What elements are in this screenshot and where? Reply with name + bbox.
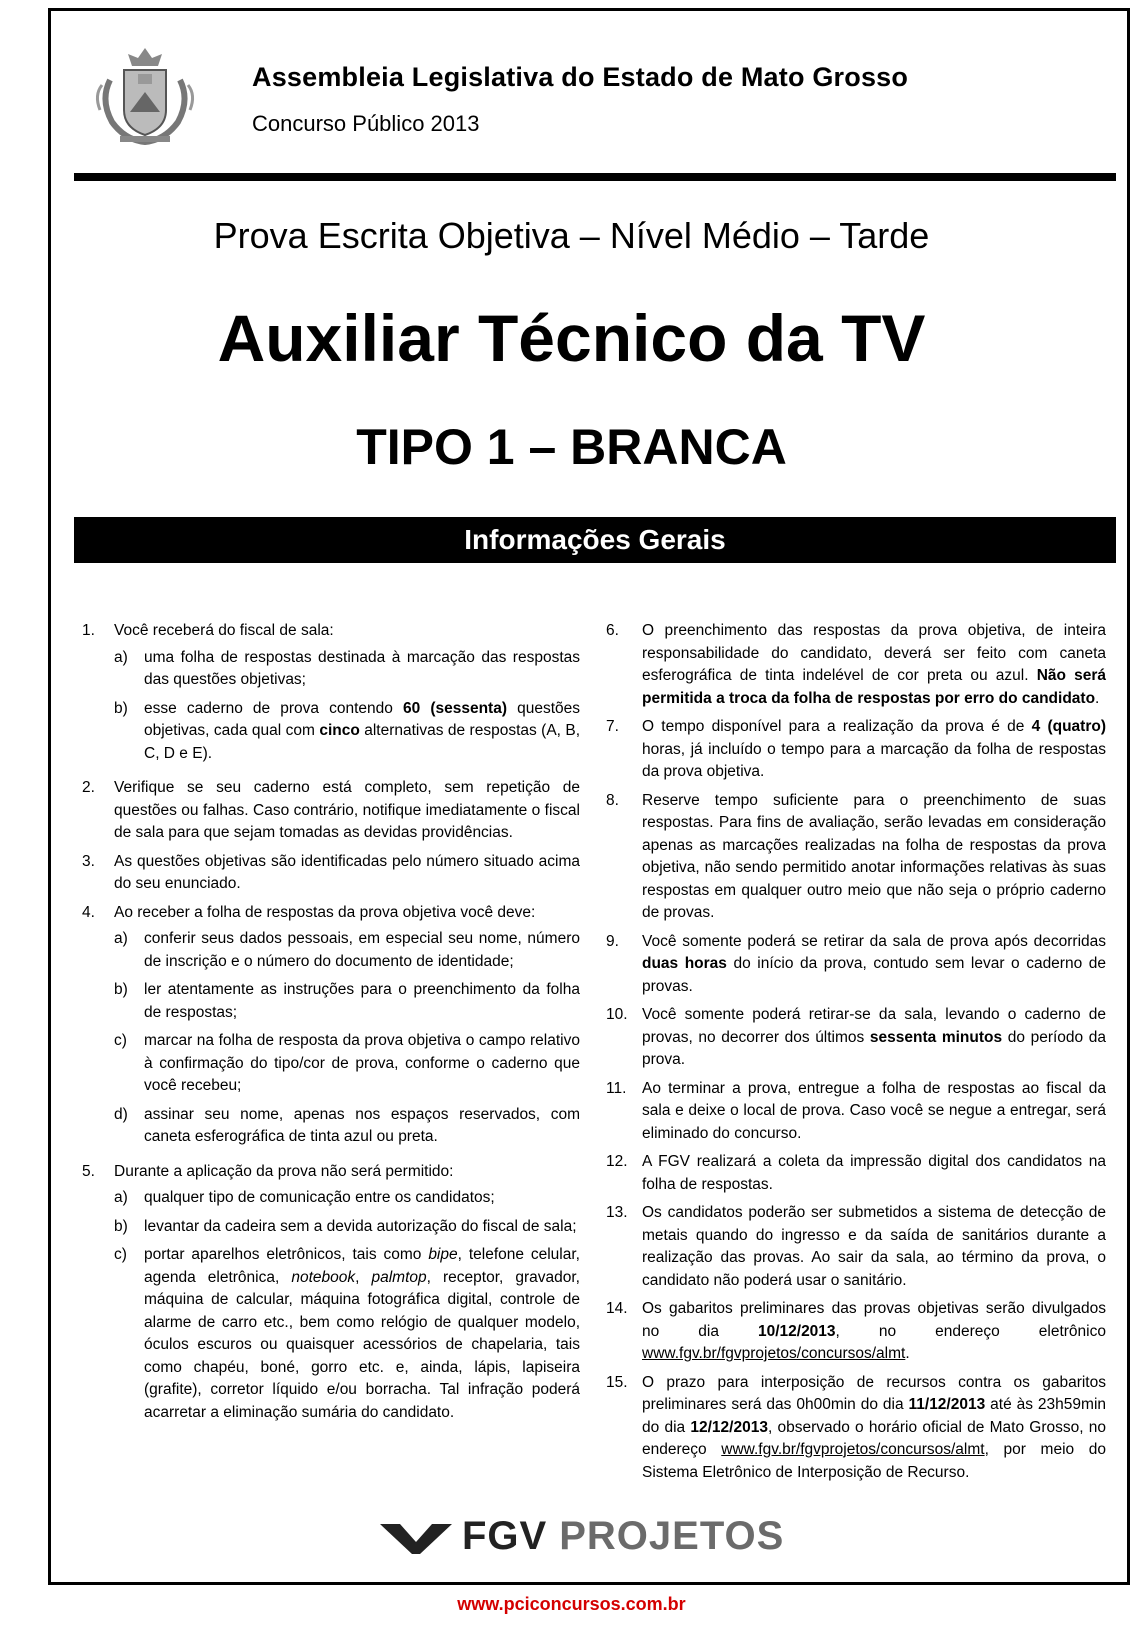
instruction-item xyxy=(606,790,1106,925)
sub-text: uma folha de respostas destinada à marcação das respostas das questões objetivas; xyxy=(144,648,580,688)
item-text: Os gabaritos preliminares das provas objetivas serão divulgados no dia xyxy=(642,1300,1106,1340)
item-text: do período da prova. xyxy=(642,1028,1106,1068)
sub-text-italic: palmtop xyxy=(371,1268,427,1286)
item-number: 4. xyxy=(82,903,95,921)
instruction-item xyxy=(606,1151,1106,1196)
instruction-item xyxy=(606,1004,1106,1072)
item-number: 3. xyxy=(82,852,95,870)
item-text-bold: sessenta minutos xyxy=(869,1028,1003,1046)
sub-text: ler atentamente as instruções para o preenchimento da folha de respostas; xyxy=(144,981,580,1021)
sub-item xyxy=(114,1187,580,1210)
item-text: até às 23h59min do dia xyxy=(642,1396,1107,1436)
sub-letter: b) xyxy=(114,1217,128,1235)
item-text-bold: duas horas xyxy=(642,955,727,972)
item-number: 6. xyxy=(606,622,619,639)
coat-of-arms-icon xyxy=(90,40,200,150)
item-text: O prazo para interposição de recursos contra os gabaritos preliminares será das 0h00min do dia xyxy=(642,1373,1106,1413)
instruction-item xyxy=(82,777,580,845)
item-text: horas, já incluído o tempo para a marcação da folha de respostas da prova objetiva. xyxy=(642,740,1106,780)
sub-text: , receptor, gravador, máquina de calcular, máquina fotográfica digital, controle de alarme de carro etc., bem como relógio de qualquer modelo, óculos escuros ou quaisquer acessórios de chapelaria, tais como chapéu, boné, gorro etc. e, ainda, lápis, lapiseira (grafite), corretor líquido e/ou borracha. Tal infração poderá acarretar a eliminação sumária do candidato. xyxy=(144,1268,580,1421)
item-text-bold: 10/12/2013 xyxy=(757,1322,836,1340)
sub-text: alternativas de respostas (A, B, C, D e E). xyxy=(144,722,581,762)
sub-letter: a) xyxy=(114,930,128,947)
item-number: 5. xyxy=(82,1162,95,1180)
sub-text: portar aparelhos eletrônicos, tais como xyxy=(144,1246,429,1263)
sub-letter: b) xyxy=(114,699,128,717)
instructions-right-column xyxy=(606,620,1106,1490)
institution-name: Assembleia Legislativa do Estado de Mato Grosso xyxy=(252,62,909,92)
item-number: 11. xyxy=(606,1079,627,1097)
sub-letter: d) xyxy=(114,1105,128,1123)
sub-item xyxy=(114,1030,580,1098)
item-number: 1. xyxy=(82,622,95,639)
sub-text: esse caderno de prova contendo xyxy=(144,699,403,717)
sub-text-italic: notebook xyxy=(291,1268,356,1286)
fgv-chevron-icon xyxy=(380,1518,452,1554)
sub-letter: b) xyxy=(114,981,128,998)
instruction-item xyxy=(606,1298,1106,1366)
item-text: A FGV realizará a coleta da impressão digital dos candidatos na folha de respostas. xyxy=(642,1153,1106,1193)
fgv-projetos-logo xyxy=(380,1510,784,1562)
item-text: O preenchimento das respostas da prova objetiva, de inteira responsabilidade do candidato, deverá ser feito com caneta esferográfica de tinta indelével de cor preta ou azul. xyxy=(642,622,1106,684)
item-number: 14. xyxy=(606,1300,628,1317)
instruction-item xyxy=(606,1372,1106,1485)
sub-text: assinar seu nome, apenas nos espaços reservados, com caneta esferográfica de tinta azul ou preta. xyxy=(144,1105,580,1145)
item-text: Ao receber a folha de respostas da prova objetiva você deve: xyxy=(114,903,536,921)
sub-text: conferir seus dados pessoais, em especial seu nome, número de inscrição e o número do documento de identidade; xyxy=(144,930,580,970)
section-heading: Informações Gerais xyxy=(74,517,1116,563)
item-text: Você receberá do fiscal de sala: xyxy=(114,622,334,639)
item-number: 12. xyxy=(606,1153,628,1170)
item-text: . xyxy=(1095,689,1100,707)
sub-item xyxy=(114,647,580,692)
sub-item xyxy=(114,928,580,973)
sub-text: , telefone celular, agenda eletrônica, xyxy=(144,1246,580,1286)
item-text-bold: Não será permitida a troca da folha de respostas por erro do candidato xyxy=(642,667,1107,707)
item-text: . xyxy=(905,1345,910,1362)
sub-text: levantar da cadeira sem a devida autorização do fiscal de sala; xyxy=(144,1217,577,1235)
sub-item xyxy=(114,1104,580,1149)
sub-item xyxy=(114,698,580,766)
logo-suffix: PROJETOS xyxy=(559,1513,785,1558)
item-number: 8. xyxy=(606,791,619,809)
exam-title: Auxiliar Técnico da TV xyxy=(217,301,926,375)
instruction-item xyxy=(82,851,580,896)
footer-url[interactable]: www.pciconcursos.com.br xyxy=(457,1594,686,1614)
item-text: Verifique se seu caderno está completo, sem repetição de questões ou falhas. Caso contrário, notifique imediatamente o fiscal de sala para que sejam tomadas as devidas providências. xyxy=(114,779,580,841)
item-number: 13. xyxy=(606,1204,628,1221)
exam-type: TIPO 1 – BRANCA xyxy=(356,419,787,475)
instruction-item xyxy=(606,620,1106,710)
item-number: 10. xyxy=(606,1006,628,1023)
sub-letter: a) xyxy=(114,648,128,666)
item-number: 15. xyxy=(606,1373,628,1391)
sub-text: , xyxy=(355,1268,372,1286)
sub-item xyxy=(114,1244,580,1424)
sub-letter: c) xyxy=(114,1032,127,1049)
header-divider xyxy=(74,173,1116,181)
item-text: As questões objetivas são identificadas pelo número situado acima do seu enunciado. xyxy=(114,852,580,892)
item-number: 9. xyxy=(606,932,619,950)
results-link[interactable]: www.fgv.br/fgvprojetos/concursos/almt xyxy=(642,1345,906,1362)
contest-subtitle: Concurso Público 2013 xyxy=(252,111,480,136)
instruction-item xyxy=(82,902,580,1155)
item-text-bold: 11/12/2013 xyxy=(908,1396,986,1413)
item-text: Você somente poderá se retirar da sala de prova após decorridas xyxy=(642,932,1106,950)
sub-letter: c) xyxy=(114,1246,127,1263)
item-text: Durante a aplicação da prova não será permitido: xyxy=(114,1162,454,1180)
item-text: Os candidatos poderão ser submetidos a sistema de detecção de metais quando do ingresso e da saída de sanitários durante a realização das provas. Ao sair da sala, ao término da prova, o candidato não poderá usar o sanitário. xyxy=(642,1204,1106,1289)
sub-text-bold: 60 (sessenta) xyxy=(402,699,507,717)
item-text: Você somente poderá retirar-se da sala, levando o caderno de provas, no decorrer dos últimos xyxy=(642,1006,1106,1046)
instruction-item xyxy=(82,620,580,771)
sub-text: questões objetivas, cada qual com xyxy=(144,699,580,739)
sub-text: qualquer tipo de comunicação entre os candidatos; xyxy=(144,1189,495,1206)
instruction-item xyxy=(606,1202,1106,1292)
instructions-left-column xyxy=(82,620,580,1436)
exam-level: Prova Escrita Objetiva – Nível Médio – Tarde xyxy=(213,215,930,256)
item-text-bold: 4 (quatro) xyxy=(1031,718,1107,735)
sub-letter: a) xyxy=(114,1189,128,1206)
item-text: do início da prova, contudo sem levar o caderno de provas. xyxy=(642,955,1106,995)
instruction-item xyxy=(606,931,1106,999)
sub-item xyxy=(114,1216,580,1239)
instruction-item xyxy=(82,1161,580,1431)
appeals-link[interactable]: www.fgv.br/fgvprojetos/concursos/almt xyxy=(721,1441,985,1458)
instruction-item xyxy=(606,716,1106,784)
item-text: , por meio do Sistema Eletrônico de Interposição de Recurso. xyxy=(642,1441,1106,1481)
sub-text: marcar na folha de resposta da prova objetiva o campo relativo à confirmação do tipo/cor de prova, conforme o caderno que você recebeu; xyxy=(144,1032,580,1094)
item-text: O tempo disponível para a realização da prova é de xyxy=(642,718,1032,735)
item-text: , no endereço eletrônico xyxy=(835,1322,1106,1340)
item-text-bold: 12/12/2013 xyxy=(690,1418,768,1436)
logo-brand: FGV xyxy=(462,1513,548,1558)
item-text: , observado o horário oficial de Mato Grosso, no endereço xyxy=(642,1418,1107,1458)
instruction-item xyxy=(606,1078,1106,1146)
item-number: 2. xyxy=(82,779,95,796)
item-text: Ao terminar a prova, entregue a folha de respostas ao fiscal da sala e deixe o local de prova. Caso você se negue a entregar, será eliminado do concurso. xyxy=(642,1079,1106,1142)
item-text: Reserve tempo suficiente para o preenchimento de suas respostas. Para fins de avaliação, serão levadas em consideração apenas as marcações realizadas na folha de respostas da prova objetiva, não sendo permitido anotar informações relativas às suas respostas em qualquer outro meio que não seja o próprio caderno de provas. xyxy=(642,791,1106,921)
sub-item xyxy=(114,979,580,1024)
sub-text-italic: bipe xyxy=(428,1246,458,1263)
item-number: 7. xyxy=(606,718,619,735)
sub-text-bold: cinco xyxy=(319,722,360,739)
